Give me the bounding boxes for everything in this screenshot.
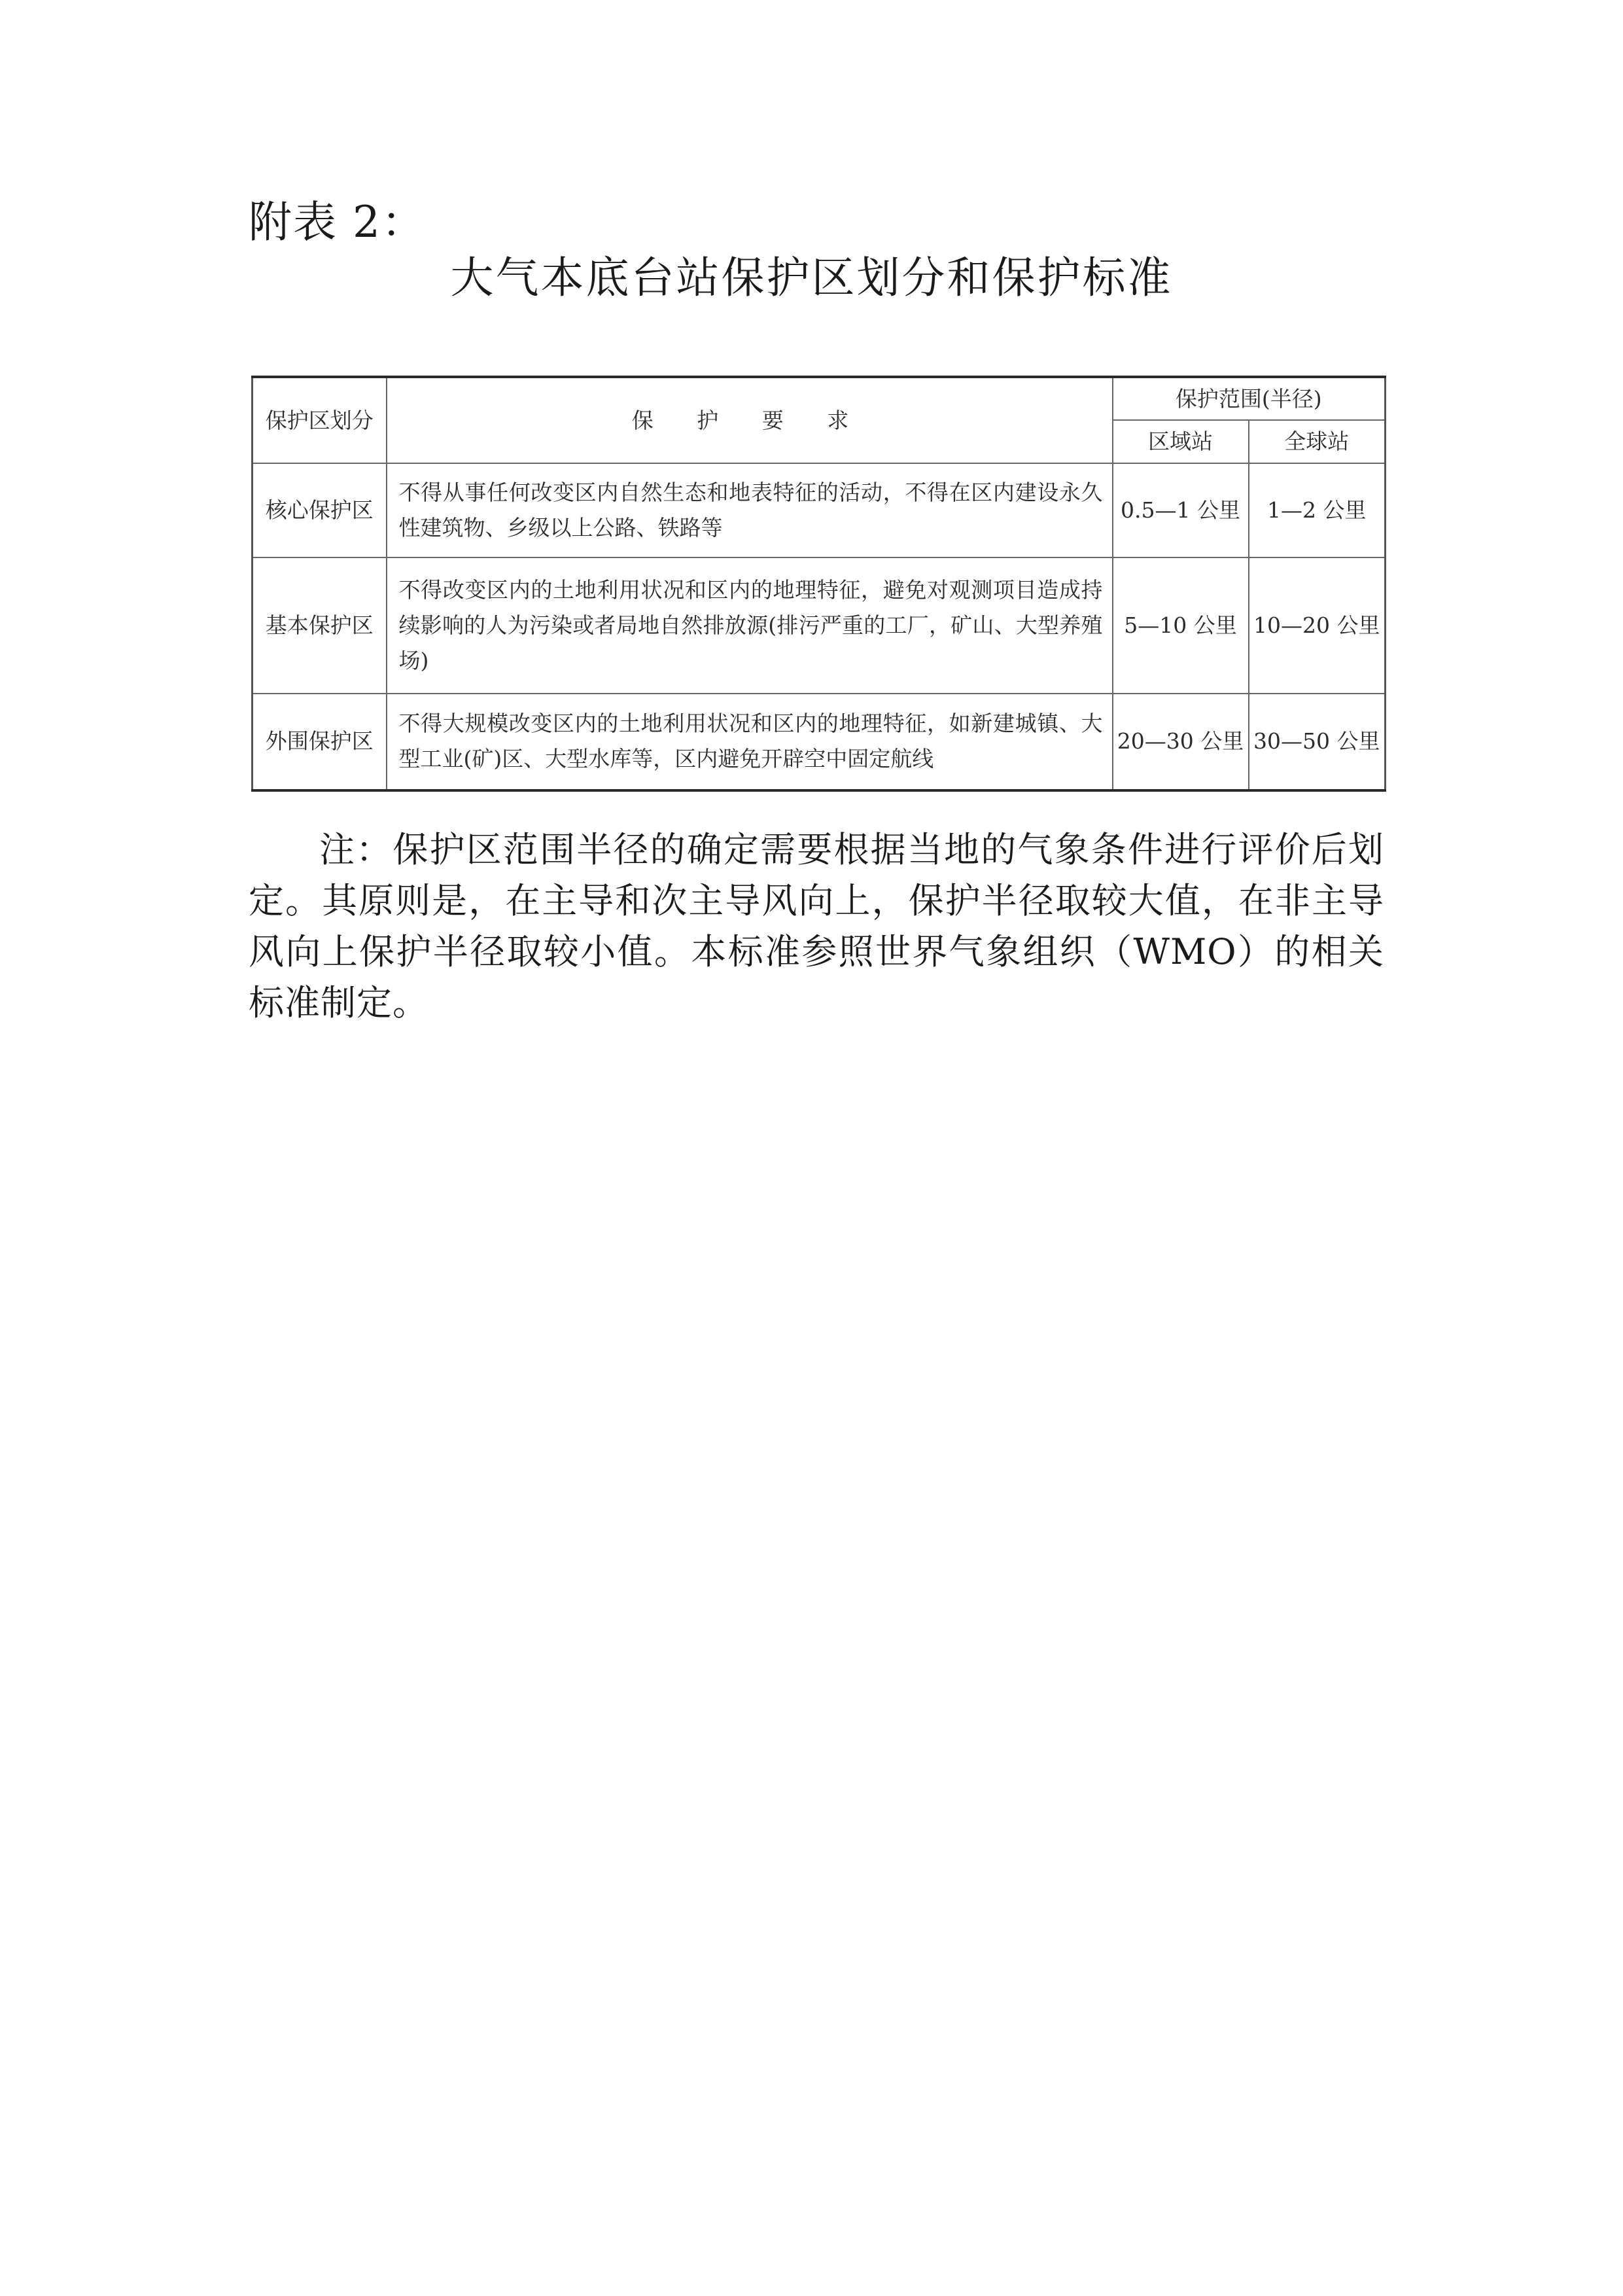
header-range-group: 保护范围(半径) [1113, 377, 1386, 420]
document-title: 大气本底台站保护区划分和保护标准 [450, 253, 1173, 303]
regional-radius-cell: 20—30 公里 [1113, 694, 1249, 790]
zone-cell: 外围保护区 [253, 694, 387, 790]
global-radius-cell: 30—50 公里 [1249, 694, 1386, 790]
header-regional-station: 区域站 [1113, 420, 1249, 463]
header-global-station: 全球站 [1249, 420, 1386, 463]
regional-radius-cell: 5—10 公里 [1113, 557, 1249, 693]
requirement-cell: 不得大规模改变区内的土地利用状况和区内的地理特征，如新建城镇、大型工业(矿)区、大型水库等，区内避免开辟空中固定航线 [387, 694, 1113, 790]
appendix-label: 附表 2： [249, 197, 426, 247]
zone-cell: 基本保护区 [253, 557, 387, 693]
table-row [253, 694, 1386, 790]
requirement-cell: 不得从事任何改变区内自然生态和地表特征的活动，不得在区内建设永久性建筑物、乡级以上公路、铁路等 [387, 463, 1113, 557]
regional-radius-cell: 0.5—1 公里 [1113, 463, 1249, 557]
global-radius-cell: 1—2 公里 [1249, 463, 1386, 557]
global-radius-cell: 10—20 公里 [1249, 557, 1386, 693]
protection-zone-table [251, 376, 1384, 792]
requirement-cell: 不得改变区内的土地利用状况和区内的地理特征，避免对观测项目造成持续影响的人为污染或者局地自然排放源(排污严重的工厂，矿山、大型养殖场) [387, 557, 1113, 693]
note-paragraph: 注：保护区范围半径的确定需要根据当地的气象条件进行评价后划定。其原则是，在主导和次主导风向上，保护半径取较大值，在非主导风向上保护半径取较小值。本标准参照世界气象组织（WMO）的相关标准制定。 [249, 829, 1384, 1023]
table-row [253, 557, 1386, 693]
table-row [253, 463, 1386, 557]
header-zone: 保护区划分 [253, 377, 387, 463]
zone-cell: 核心保护区 [253, 463, 387, 557]
header-requirement: 保 护 要 求 [387, 377, 1113, 463]
